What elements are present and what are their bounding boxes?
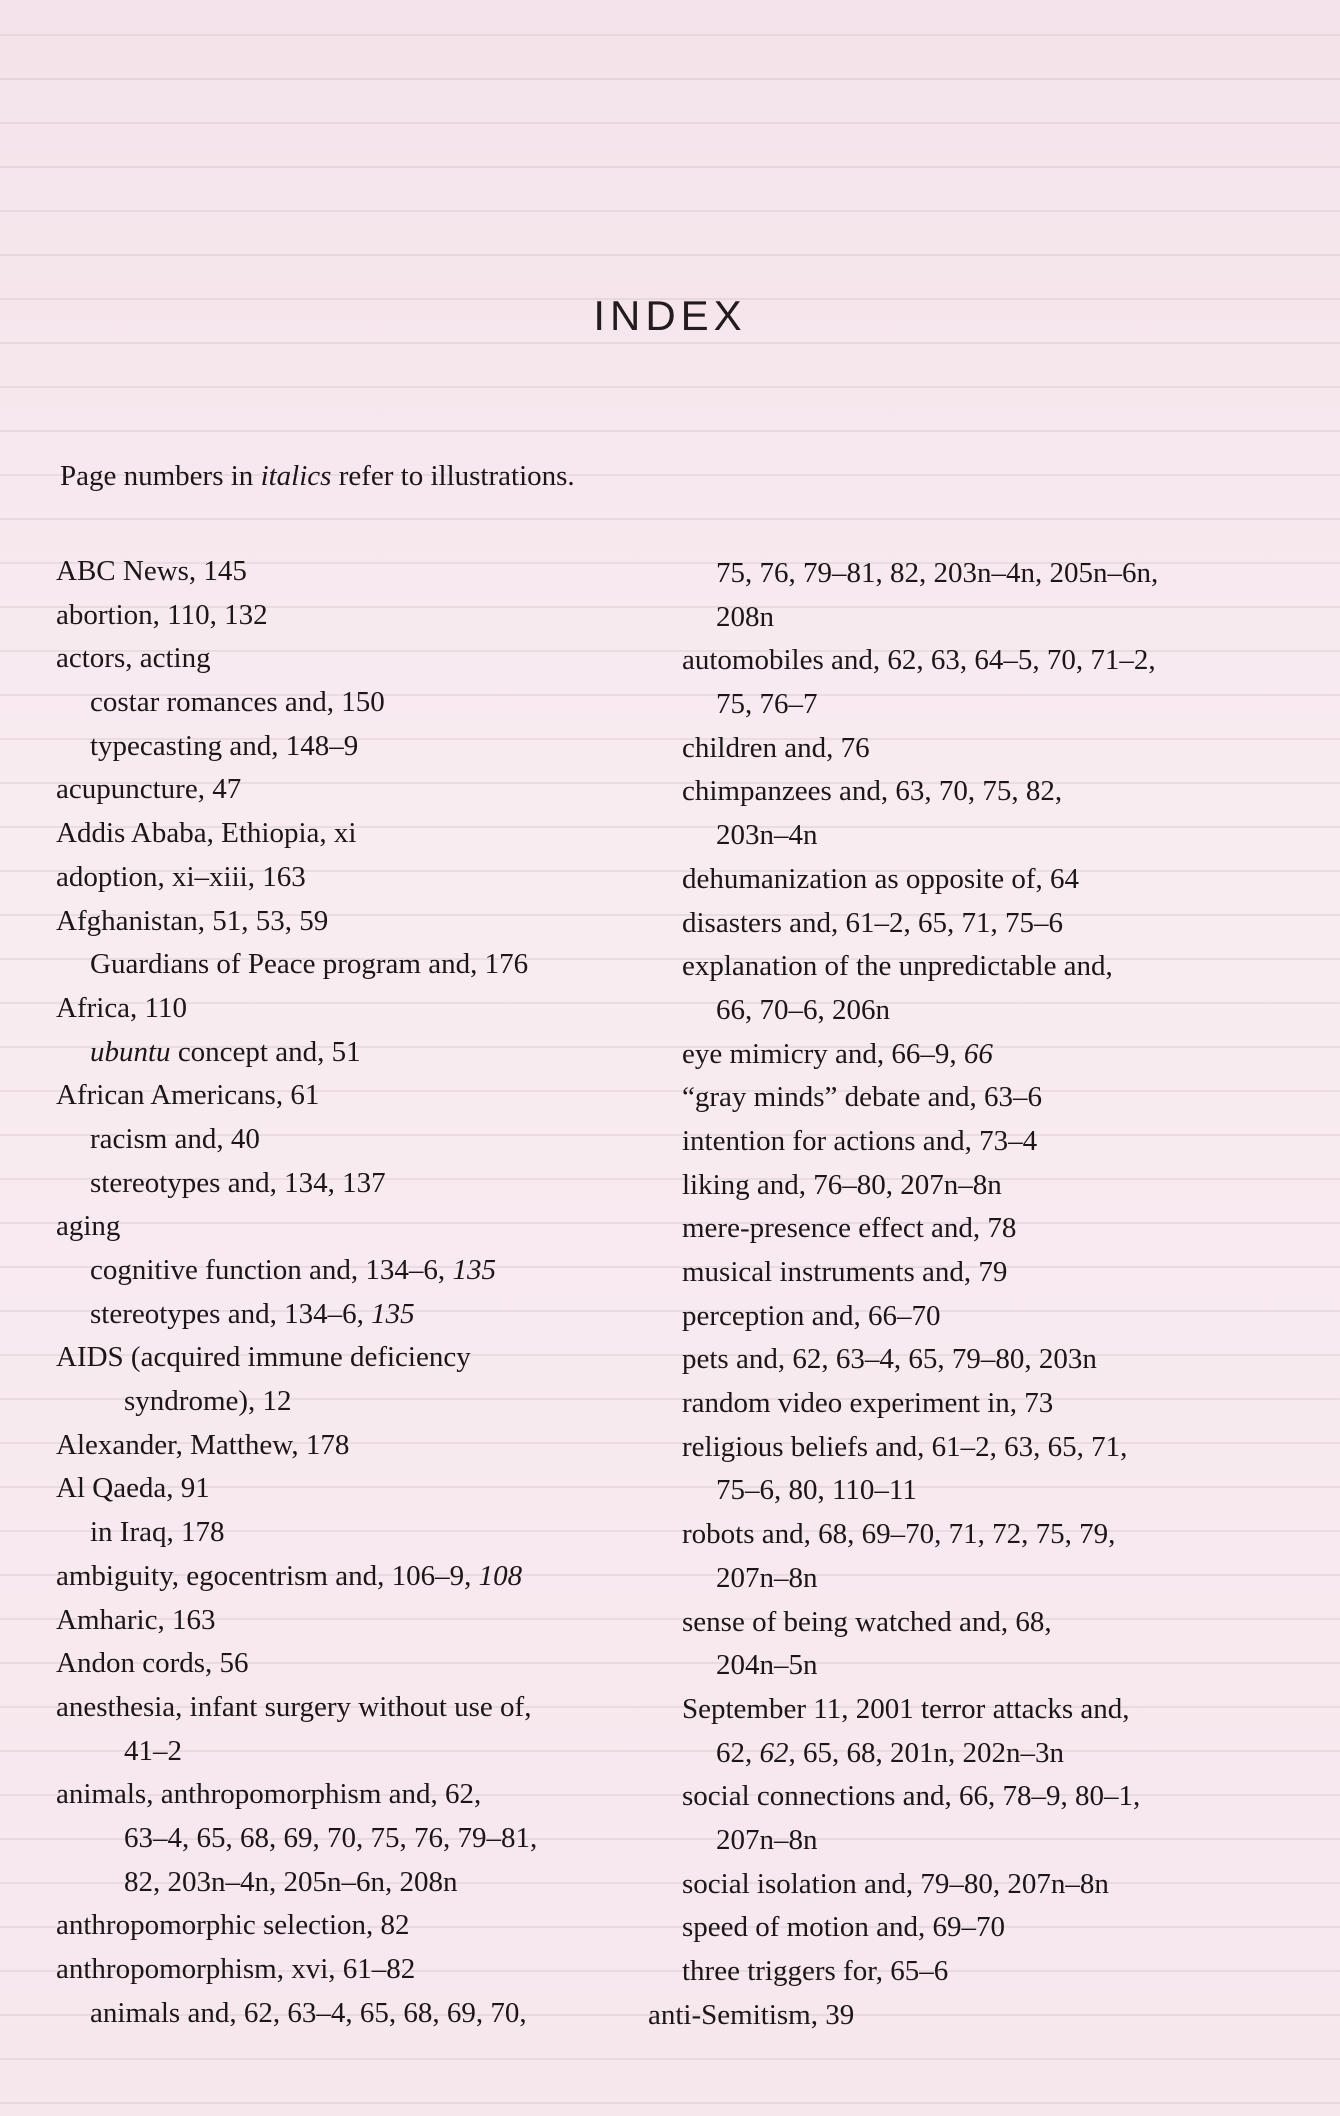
right-index-column xyxy=(648,552,1288,2037)
index-entry xyxy=(56,1380,656,1424)
entry-text: eye mimicry and, 66–9, xyxy=(682,1037,964,1070)
index-entry xyxy=(648,1295,1288,1339)
entry-text: robots and, 68, 69–70, 71, 72, 75, 79, xyxy=(682,1518,1116,1551)
index-entry xyxy=(648,1426,1288,1470)
entry-text: Al Qaeda, 91 xyxy=(56,1472,210,1505)
entry-text: acupuncture, 47 xyxy=(56,773,242,806)
entry-text: Alexander, Matthew, 178 xyxy=(56,1428,350,1461)
entry-text: ABC News, 145 xyxy=(56,555,247,587)
index-entry xyxy=(56,1424,656,1468)
entry-text: racism and, 40 xyxy=(90,1122,260,1155)
index-entry xyxy=(56,637,656,681)
entry-text: random video experiment in, 73 xyxy=(682,1387,1054,1420)
index-entry xyxy=(648,1906,1288,1950)
entry-text: children and, 76 xyxy=(682,731,870,764)
index-entry xyxy=(56,1249,656,1293)
entry-text: anthropomorphism, xvi, 61–82 xyxy=(56,1953,416,1985)
entry-text: anthropomorphic selection, 82 xyxy=(56,1909,410,1942)
index-entry xyxy=(56,1904,656,1948)
entry-text: 203n–4n xyxy=(716,819,818,852)
entry-text: stereotypes and, 134–6, xyxy=(90,1297,372,1330)
entry-text: perception and, 66–70 xyxy=(682,1299,941,1332)
index-entry xyxy=(648,552,1288,596)
entry-text: Africa, 110 xyxy=(56,991,187,1024)
entry-text: disasters and, 61–2, 65, 71, 75–6 xyxy=(682,906,1063,939)
italics-note xyxy=(60,460,575,493)
entry-text: sense of being watched and, 68, xyxy=(682,1605,1052,1638)
note-italic-word: italics xyxy=(260,460,332,492)
entry-text: animals and, 62, 63–4, 65, 68, 69, 70, xyxy=(90,1996,527,2029)
entry-text: Afghanistan, 51, 53, 59 xyxy=(56,904,329,937)
index-entry xyxy=(56,943,656,987)
index-entry xyxy=(648,1207,1288,1251)
entry-text: 75, 76–7 xyxy=(716,688,818,721)
index-entry xyxy=(648,1338,1288,1382)
entry-text: ambiguity, egocentrism and, 106–9, xyxy=(56,1559,479,1592)
index-entry xyxy=(56,1599,656,1643)
index-entry xyxy=(56,768,656,812)
index-entry xyxy=(56,1511,656,1555)
index-entry xyxy=(648,1513,1288,1557)
index-entry xyxy=(56,1293,656,1337)
entry-text: social isolation and, 79–80, 207n–8n xyxy=(682,1867,1109,1900)
index-entry xyxy=(56,681,656,725)
entry-text: stereotypes and, 134, 137 xyxy=(90,1166,386,1199)
entry-text: 62, xyxy=(716,1736,760,1769)
note-prefix: Page numbers in xyxy=(60,460,261,492)
entry-text: September 11, 2001 terror attacks and, xyxy=(682,1692,1130,1725)
entry-text: AIDS (acquired immune deficiency xyxy=(56,1341,471,1374)
entry-text: cognitive function and, 134–6, xyxy=(90,1254,453,1286)
index-entry xyxy=(56,1817,656,1861)
entry-italic-page: 135 xyxy=(452,1254,496,1286)
index-entry xyxy=(56,1642,656,1686)
index-entry xyxy=(56,1686,656,1730)
index-entry xyxy=(648,1469,1288,1513)
index-entry xyxy=(648,858,1288,902)
index-entry xyxy=(648,945,1288,989)
entry-text: social connections and, 66, 78–9, 80–1, xyxy=(682,1780,1141,1813)
entry-text-after: , 65, 68, 201n, 202n–3n xyxy=(788,1736,1064,1769)
index-entry xyxy=(56,1336,656,1380)
index-entry xyxy=(56,1773,656,1817)
index-entry xyxy=(648,727,1288,771)
entry-text: musical instruments and, 79 xyxy=(682,1256,1008,1288)
entry-text: costar romances and, 150 xyxy=(90,686,385,719)
entry-text: chimpanzees and, 63, 70, 75, 82, xyxy=(682,775,1063,808)
entry-text: three triggers for, 65–6 xyxy=(682,1955,949,1987)
index-entry xyxy=(56,725,656,769)
index-entry xyxy=(648,596,1288,640)
index-entry xyxy=(648,1251,1288,1295)
index-entry xyxy=(648,1557,1288,1601)
index-entry xyxy=(648,1994,1288,2038)
entry-italic-page: 108 xyxy=(478,1559,523,1592)
entry-text: 207n–8n xyxy=(716,1823,818,1856)
index-entry xyxy=(56,1730,656,1774)
index-entry xyxy=(648,1688,1288,1732)
entry-text: “gray minds” debate and, 63–6 xyxy=(682,1081,1042,1114)
entry-text: 66, 70–6, 206n xyxy=(716,993,890,1026)
entry-text: 207n–8n xyxy=(716,1561,818,1594)
entry-text: anesthesia, infant surgery without use of, xyxy=(56,1690,532,1723)
index-entry xyxy=(648,1644,1288,1688)
entry-text: explanation of the unpredictable and, xyxy=(682,950,1113,983)
index-entry xyxy=(648,1732,1288,1776)
index-entry xyxy=(648,1950,1288,1994)
index-entry xyxy=(56,1555,656,1599)
index-entry xyxy=(648,989,1288,1033)
entry-text: 208n xyxy=(716,600,774,633)
entry-text: mere-presence effect and, 78 xyxy=(682,1212,1017,1245)
index-entry xyxy=(648,1164,1288,1208)
index-entry xyxy=(648,639,1288,683)
note-suffix: refer to illustrations. xyxy=(331,460,575,492)
index-entry xyxy=(56,1205,656,1249)
entry-text: liking and, 76–80, 207n–8n xyxy=(682,1168,1002,1201)
entry-text: African Americans, 61 xyxy=(56,1079,320,1112)
entry-text: anti-Semitism, 39 xyxy=(648,1998,855,2031)
index-entry xyxy=(648,1819,1288,1863)
index-entry xyxy=(56,1992,656,2036)
entry-italic-page: 66 xyxy=(963,1037,993,1070)
entry-text: religious beliefs and, 61–2, 63, 65, 71, xyxy=(682,1430,1128,1463)
index-entry xyxy=(648,683,1288,727)
left-index-column xyxy=(56,550,656,2035)
entry-text: intention for actions and, 73–4 xyxy=(682,1124,1038,1157)
index-entry xyxy=(56,900,656,944)
index-entry xyxy=(648,1120,1288,1164)
entry-text: 82, 203n–4n, 205n–6n, 208n xyxy=(124,1865,458,1898)
entry-text: 63–4, 65, 68, 69, 70, 75, 76, 79–81, xyxy=(124,1821,538,1854)
index-entry xyxy=(56,1467,656,1511)
entry-text: abortion, 110, 132 xyxy=(56,598,268,631)
entry-text: concept and, 51 xyxy=(170,1035,361,1068)
entry-text: 41–2 xyxy=(124,1734,182,1767)
entry-text: dehumanization as opposite of, 64 xyxy=(682,862,1080,895)
index-entry xyxy=(648,1601,1288,1645)
index-entry xyxy=(648,1382,1288,1426)
entry-text: aging xyxy=(56,1210,121,1243)
index-entry xyxy=(56,856,656,900)
entry-italic-page: 135 xyxy=(371,1297,415,1330)
index-entry xyxy=(56,1861,656,1905)
entry-text: syndrome), 12 xyxy=(124,1385,292,1418)
index-entry xyxy=(648,1775,1288,1819)
entry-text: in Iraq, 178 xyxy=(90,1516,225,1549)
index-entry xyxy=(56,812,656,856)
index-entry xyxy=(648,814,1288,858)
entry-text: 75, 76, 79–81, 82, 203n–4n, 205n–6n, xyxy=(716,557,1159,589)
index-entry xyxy=(56,550,656,594)
entry-text: 204n–5n xyxy=(716,1649,818,1682)
index-entry xyxy=(648,1033,1288,1077)
entry-text: 75–6, 80, 110–11 xyxy=(716,1474,917,1507)
entry-text: Amharic, 163 xyxy=(56,1603,216,1636)
index-entry xyxy=(56,594,656,638)
entry-text: typecasting and, 148–9 xyxy=(90,729,359,762)
entry-text: automobiles and, 62, 63, 64–5, 70, 71–2, xyxy=(682,644,1156,677)
index-entry xyxy=(56,1162,656,1206)
index-entry xyxy=(648,902,1288,946)
index-entry xyxy=(648,1863,1288,1907)
entry-text: speed of motion and, 69–70 xyxy=(682,1911,1005,1944)
page-title: INDEX xyxy=(593,292,747,339)
entry-italic-term: ubuntu xyxy=(90,1035,171,1068)
entry-text: Guardians of Peace program and, 176 xyxy=(90,948,529,981)
index-entry xyxy=(56,1948,656,1992)
entry-text: adoption, xi–xiii, 163 xyxy=(56,860,306,893)
entry-text: pets and, 62, 63–4, 65, 79–80, 203n xyxy=(682,1343,1097,1376)
entry-text: Addis Ababa, Ethiopia, xi xyxy=(56,817,357,850)
index-entry xyxy=(56,1031,656,1075)
entry-text: Andon cords, 56 xyxy=(56,1647,249,1680)
index-entry xyxy=(648,770,1288,814)
index-entry xyxy=(56,1118,656,1162)
index-entry xyxy=(56,1074,656,1118)
index-entry xyxy=(56,987,656,1031)
entry-text: actors, acting xyxy=(56,642,211,675)
entry-text: animals, anthropomorphism and, 62, xyxy=(56,1778,482,1811)
index-entry xyxy=(648,1076,1288,1120)
entry-italic-page: 62 xyxy=(759,1736,789,1769)
